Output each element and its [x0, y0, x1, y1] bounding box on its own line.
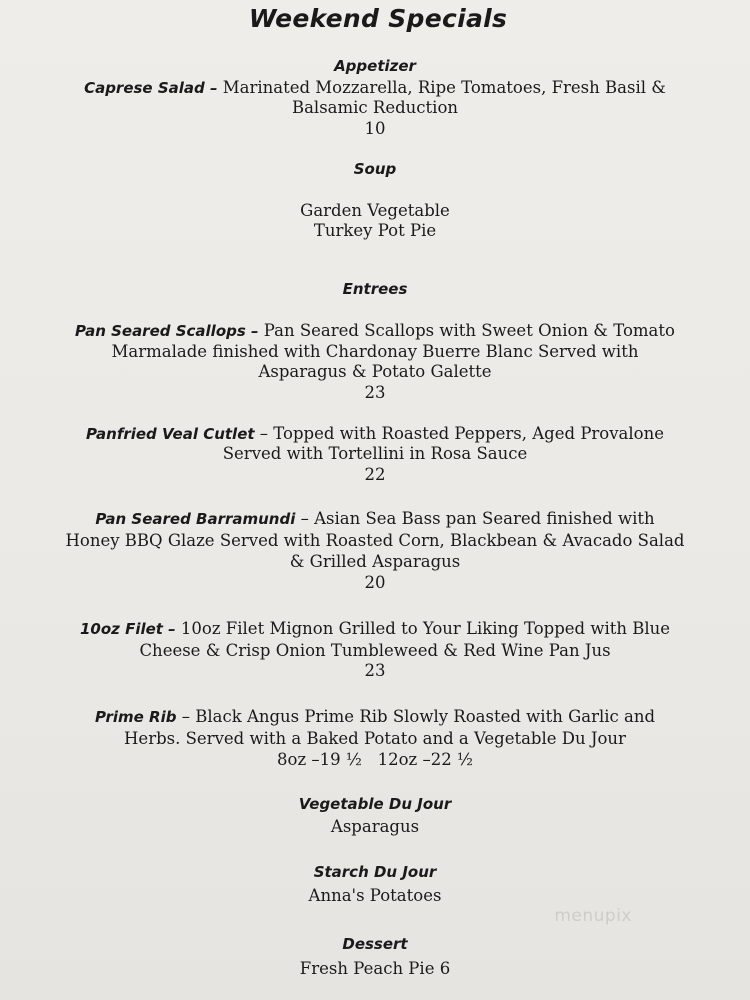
entree-desc: Herbs. Served with a Baked Potato and a Vegetable Du Jour [124, 729, 626, 748]
entree-name: Panfried Veal Cutlet [85, 425, 255, 443]
entrees-heading: Entrees [342, 280, 408, 298]
entree-item [0, 618, 750, 640]
appetizer-desc-line2: Balsamic Reduction [291, 98, 459, 117]
entree-price: 8oz –19 ½ 12oz –22 ½ [277, 750, 473, 769]
entree-name: 10oz Filet – [79, 620, 176, 638]
entree-name: Pan Seared Barramundi [95, 510, 296, 528]
entree-item [0, 423, 750, 445]
entree-name: Prime Rib [94, 708, 177, 726]
entree-desc: Asparagus & Potato Galette [258, 362, 492, 381]
vegetable-item: Asparagus [330, 817, 420, 836]
entree-item [0, 320, 750, 342]
entree-item [0, 508, 750, 530]
entree-item [0, 706, 750, 728]
entree-desc: & Grilled Asparagus [289, 552, 461, 571]
entree-desc: – Asian Sea Bass pan Seared finished with [295, 509, 655, 528]
appetizer-item [0, 77, 750, 99]
entree-desc: Pan Seared Scallops with Sweet Onion & Tomato [258, 321, 675, 340]
starch-heading: Starch Du Jour [313, 863, 437, 881]
watermark: menupix [554, 906, 632, 926]
entree-price: 23 [364, 661, 386, 680]
entree-price: 20 [364, 573, 386, 592]
entree-desc: Marmalade finished with Chardonay Buerre Blanc Served with [111, 342, 639, 361]
entree-name: Pan Seared Scallops – [75, 322, 259, 340]
vegetable-heading: Vegetable Du Jour [298, 795, 452, 813]
appetizer-heading: Appetizer [334, 57, 416, 75]
entree-desc: – Topped with Roasted Peppers, Aged Provalone [254, 424, 665, 443]
dessert-heading: Dessert [342, 935, 408, 953]
appetizer-price: 10 [364, 119, 386, 138]
appetizer-desc-line1: Marinated Mozzarella, Ripe Tomatoes, Fresh Basil & [217, 78, 666, 97]
entree-price: 22 [364, 465, 386, 484]
menu-title: Weekend Specials [248, 4, 508, 33]
entree-desc: Cheese & Crisp Onion Tumbleweed & Red Wine Pan Jus [139, 641, 611, 660]
entree-price: 23 [364, 383, 386, 402]
soup-heading: Soup [353, 160, 397, 178]
appetizer-item-name: Caprese Salad – [84, 79, 218, 97]
entree-desc: Served with Tortellini in Rosa Sauce [222, 444, 528, 463]
entree-desc: – Black Angus Prime Rib Slowly Roasted with Garlic and [176, 707, 656, 726]
dessert-item: Fresh Peach Pie 6 [299, 959, 451, 978]
entree-desc: 10oz Filet Mignon Grilled to Your Liking Topped with Blue [175, 619, 671, 638]
soup-item: Garden Vegetable [300, 201, 450, 220]
starch-item: Anna's Potatoes [308, 886, 442, 905]
soup-item: Turkey Pot Pie [313, 221, 437, 240]
entree-desc: Honey BBQ Glaze Served with Roasted Corn, Blackbean & Avacado Salad [65, 531, 685, 550]
